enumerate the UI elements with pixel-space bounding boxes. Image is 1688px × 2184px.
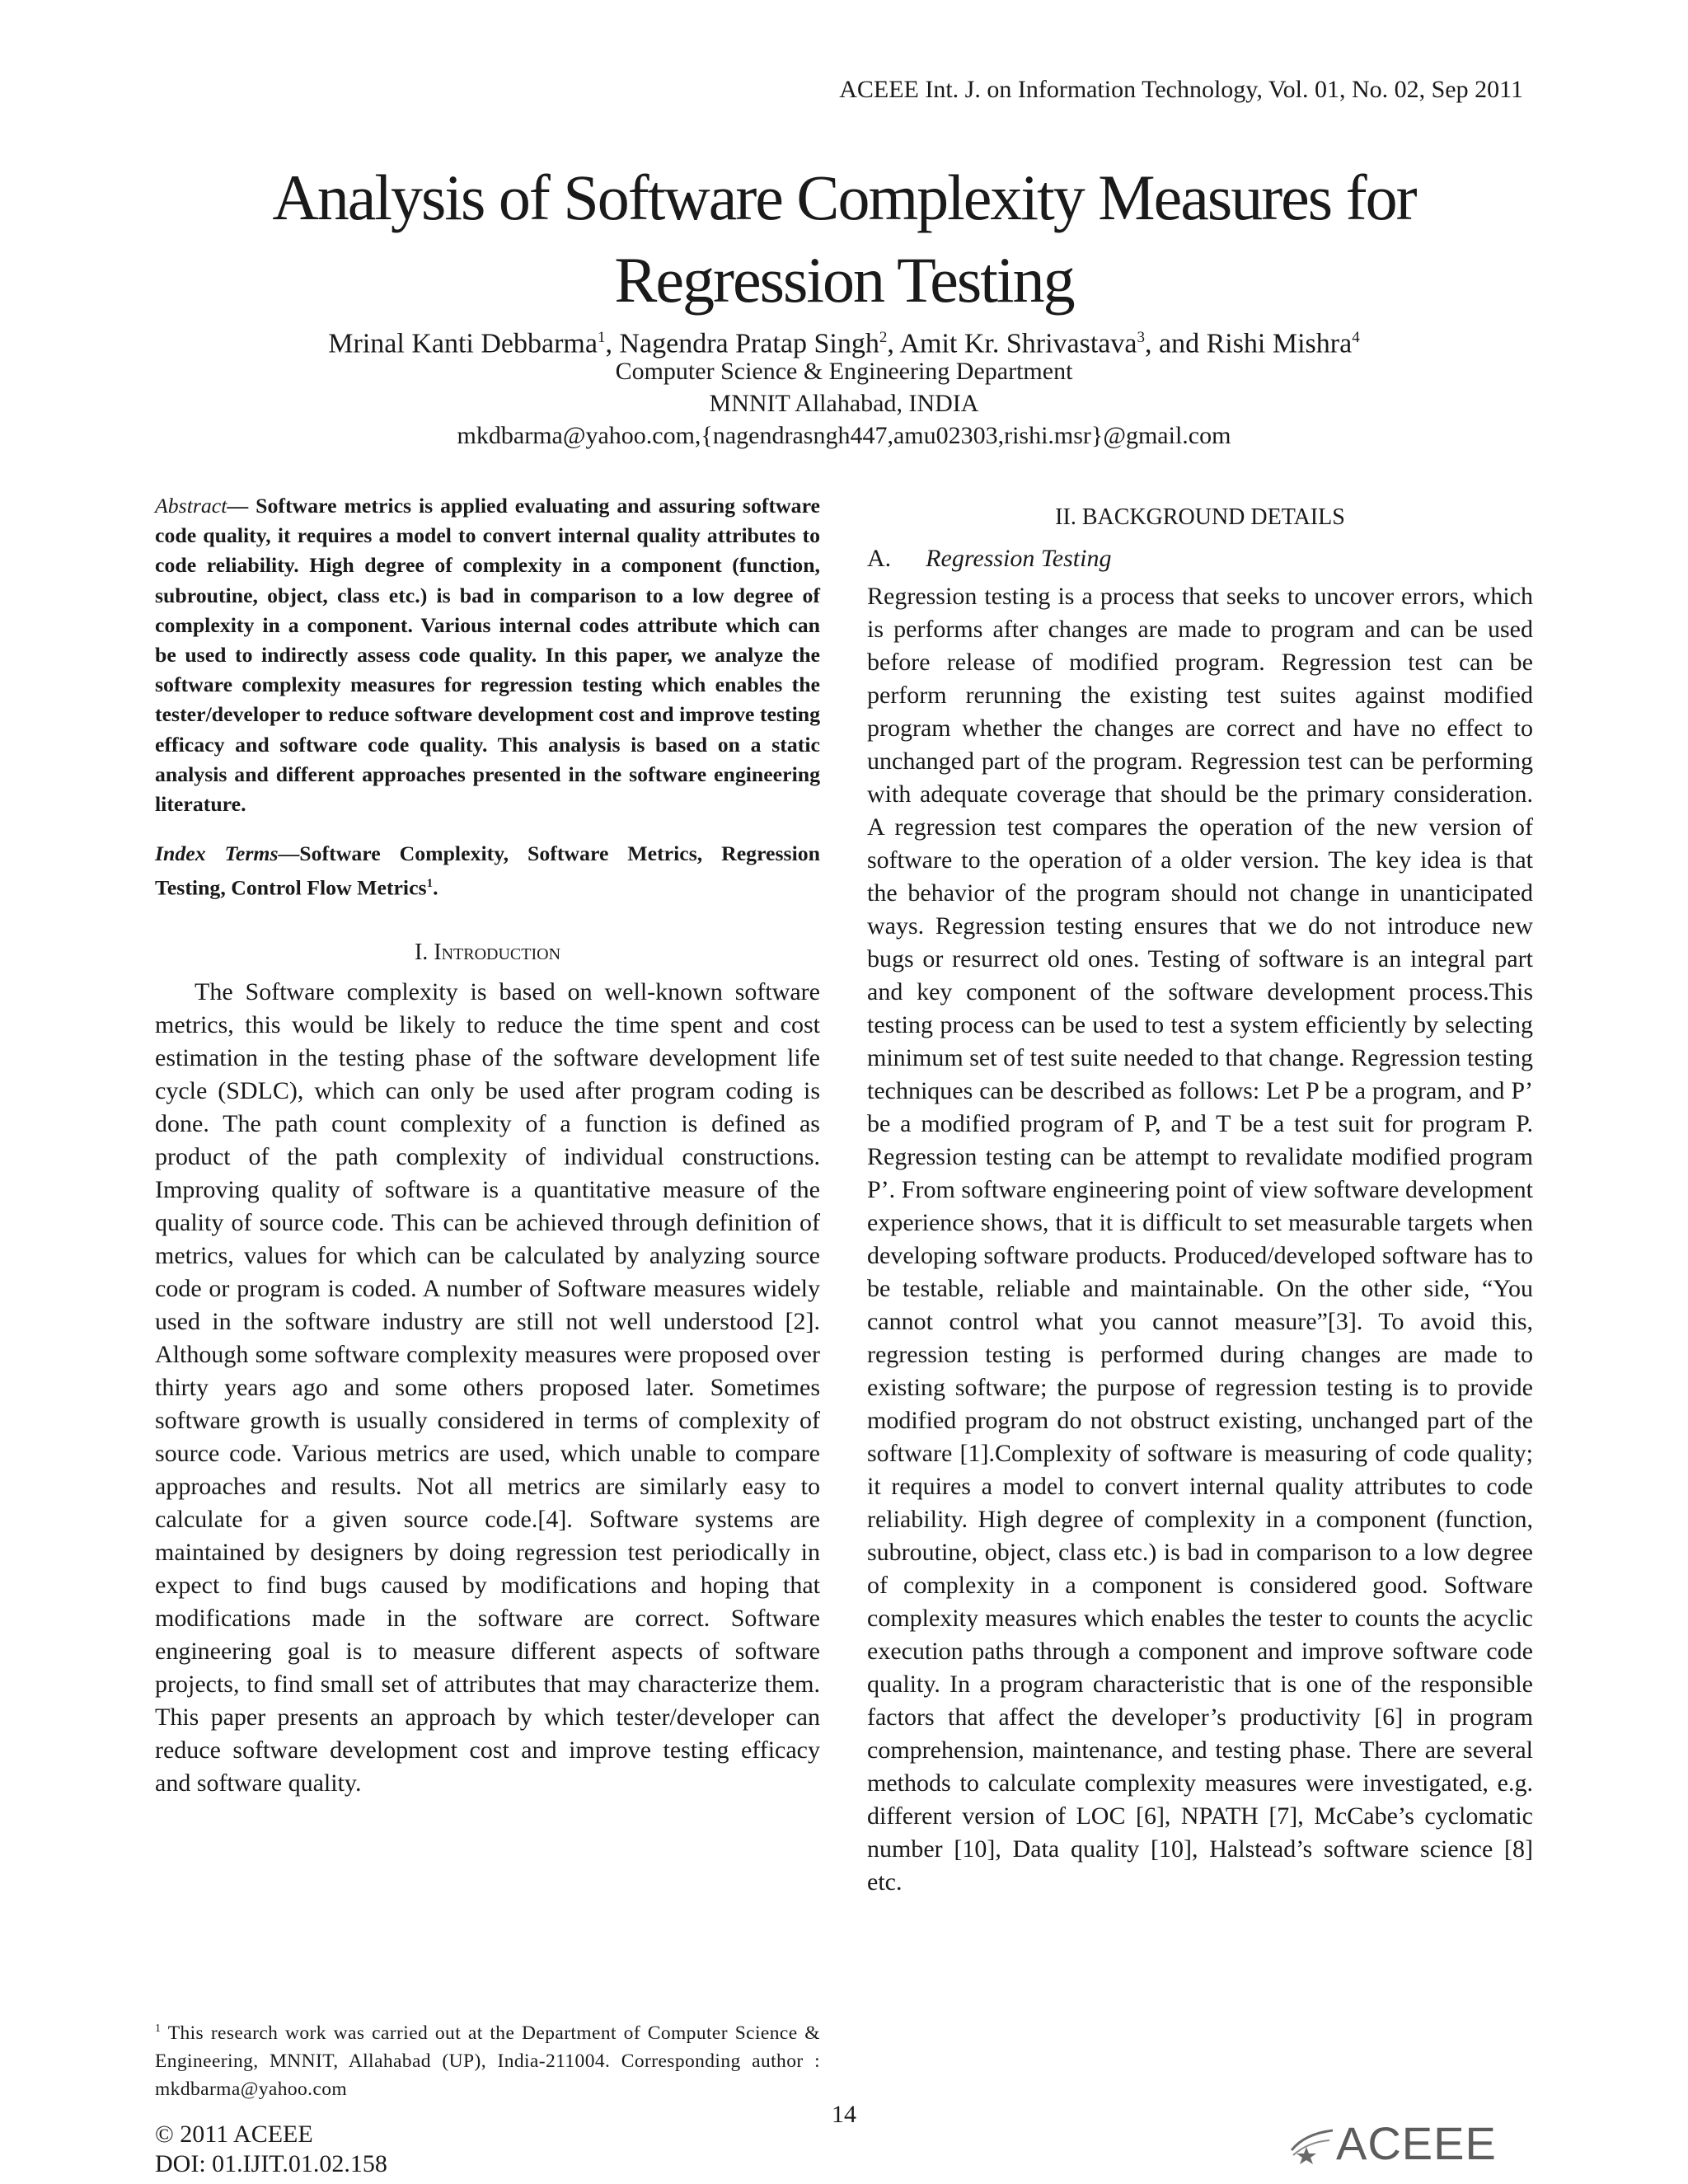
affiliation-institute: MNNIT Allahabad, INDIA xyxy=(709,390,979,417)
author-conjunction: , and xyxy=(1144,328,1207,359)
abstract-label: Abstract xyxy=(155,494,227,518)
author-name: Mrinal Kanti Debbarma xyxy=(328,328,598,359)
subsection-heading xyxy=(867,542,1533,575)
author-affil-mark: 4 xyxy=(1352,329,1360,346)
index-terms-dash: — xyxy=(278,841,300,866)
background-paragraph: Regression testing is a process that seeks to uncover errors, which is performs after changes are made to program and can be used before release of modified program. Regression test can be perform rerunning the existing test suites against modified program whether the changes are correct and have no effect to unchanged part of the program. Regression test can be performing with adequate coverage that should be the primary consideration. A regression test compares the operation of the new version of software to the operation of a older version. The key idea is that the behavior of the program should not change in unanticipated ways. Regression testing ensures that we do not introduce new bugs or resurrect old ones. Testing of software is an integral part and key component of the software development process.This testing process can be used to test a system efficiently by selecting minimum set of test suite needed to that change. Regression testing techniques can be described as follows: Let P be a program, and P’ be a modified program of P, and T be a test suit for program P. Regression testing can be attempt to revalidate modified program P’. From software engineering point of view software development experience shows, that it is difficult to set measurable targets when developing software products. Produced/developed software has to be testable, reliable and maintainable. On the other side, “You cannot control what you cannot measure”[3]. To avoid this, regression testing is performed during changes are made to existing software; the purpose of regression testing is to provide modified program do not obstruct existing, unchanged part of the software [1].Complexity of software is measuring of code quality; it requires a model to convert internal quality attributes to code reliability. High degree of complexity in a component (function, subroutine, object, class etc.) is bad in comparison to a low degree of complexity in a component is considered good. Software complexity measures which enables the tester to counts the acyclic execution paths through a component and improve software code quality. In a program characteristic that is one of the responsible factors that affect the developer’s productivity [6] in program comprehension, maintenance, and testing phase. There are several methods to calculate complexity measures were investigated, e.g. different version of LOC [6], NPATH [7], McCabe’s cyclomatic number [10], Data quality [10], Halstead’s software science [8] etc. xyxy=(867,583,1533,1896)
doi-text[interactable]: DOI: 01.IJIT.01.02.158 xyxy=(155,2150,387,2177)
author-affil-mark: 3 xyxy=(1137,329,1145,346)
author-name: Nagendra Pratap Singh xyxy=(619,328,879,359)
page-number: 14 xyxy=(832,2101,856,2128)
star-swirl-icon xyxy=(1288,2122,1336,2165)
section-number: I. xyxy=(414,940,434,966)
author-affil-mark: 1 xyxy=(597,329,606,346)
subsection-label: A. xyxy=(867,545,892,572)
aceee-logo-text: ACEEE xyxy=(1336,2117,1497,2169)
affiliation-department: Computer Science & Engineering Department xyxy=(615,358,1073,385)
footnote xyxy=(155,2015,820,2103)
copyright-block xyxy=(155,2120,387,2179)
right-column xyxy=(867,491,1533,1899)
index-terms-footnote-mark: 1 xyxy=(426,877,434,891)
author-list: Mrinal Kanti Debbarma$^1$, Nagendra Pratap Singh$^2$, Amit Kr. Shrivastava$^3$, and Rishi Mishra$^4$ xyxy=(328,328,1360,359)
abstract-dash: — xyxy=(227,494,256,518)
left-column xyxy=(155,491,820,1800)
section-heading-background: II. BACKGROUND DETAILS xyxy=(1055,504,1345,530)
footnote-mark: 1 xyxy=(155,2022,162,2035)
copyright-text: © 2011 ACEEE xyxy=(155,2121,313,2148)
section-heading-introduction xyxy=(155,938,820,968)
author-emails[interactable]: mkdbarma@yahoo.com,{nagendrasngh447,amu02303,rishi.msr}@gmail.com xyxy=(457,422,1231,449)
subsection-title: Regression Testing xyxy=(926,545,1112,572)
author-name: Rishi Mishra xyxy=(1206,328,1353,359)
title-line-1: Analysis of Software Complexity Measures for xyxy=(272,162,1416,233)
author-name: Amit Kr. Shrivastava xyxy=(899,328,1137,359)
index-terms-text: Software Complexity, Software Metrics, Regression Testing, Control Flow Metrics xyxy=(155,841,820,901)
author-affil-mark: 2 xyxy=(879,329,888,346)
abstract-text: Software metrics is applied evaluating and assuring software code quality, it requires a model to convert internal quality attributes to code reliability. High degree of complexity in a component (function, subroutine, object, class etc.) is bad in comparison to a low degree of complexity in a component. Various internal codes attribute which can be used to indirectly assess code quality. In this paper, we analyze the software complexity measures for regression testing which enables the tester/developer to reduce software development cost and improve testing efficacy and software code quality. This analysis is based on a static analysis and different approaches presented in the software engineering literature. xyxy=(155,494,821,817)
footnote-text: This research work was carried out at the Department of Computer Science & Engineering, MNNIT, Allahabad (UP), India-211004. Corresponding author : mkdbarma@yahoo.com xyxy=(155,2022,820,2100)
section-title: Introduction xyxy=(434,940,561,966)
journal-header: ACEEE Int. J. on Information Technology, Vol. 01, No. 02, Sep 2011 xyxy=(839,76,1523,103)
index-terms-end: . xyxy=(433,876,438,901)
paper-title xyxy=(0,157,1688,321)
abstract xyxy=(155,491,820,819)
index-terms xyxy=(155,839,820,903)
aceee-logo xyxy=(1288,2116,1497,2170)
introduction-paragraph: The Software complexity is based on well-known software metrics, this would be likely to reduce the time spent and cost estimation in the testing phase of the software development life cycle (SDLC), which can only be used after program coding is done. The path count complexity of a function is defined as product of the path complexity of individual constructions. Improving quality of software is a quantitative measure of the quality of source code. This can be achieved through definition of metrics, values for which can be calculated by analyzing source code or program is coded. A number of Software measures widely used in the software industry are still not well understood [2]. Although some software complexity measures were proposed over thirty years ago and some others proposed later. Sometimes software growth is usually considered in terms of complexity of source code. Various metrics are used, which unable to compare approaches and results. Not all metrics are similarly easy to calculate for a given source code.[4]. Software systems are maintained by designers by doing regression test periodically in expect to find bugs caused by modifications and hoping that modifications made in the software are correct. Software engineering goal is to measure different aspects of software projects, to find small set of attributes that may characterize them. This paper presents an approach by which tester/developer can reduce software development cost and improve testing efficacy and software quality. xyxy=(155,978,820,1797)
title-line-2: Regression Testing xyxy=(614,244,1074,316)
index-terms-label: Index Terms xyxy=(155,841,279,866)
